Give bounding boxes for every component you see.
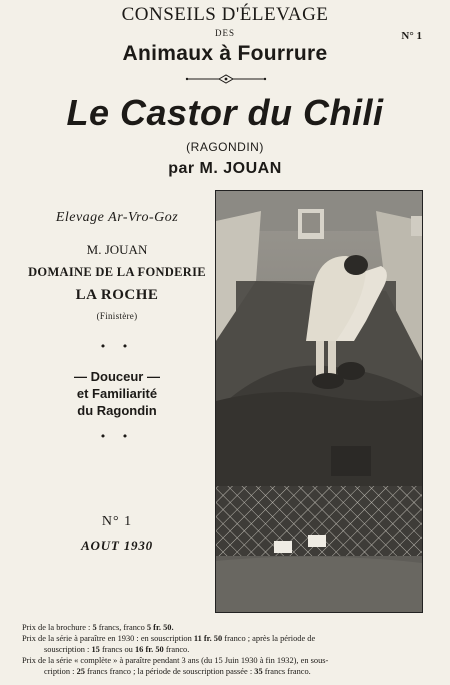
price-notice <box>22 622 432 677</box>
motto <box>14 368 220 419</box>
issue-date: AOUT 1930 <box>81 538 153 553</box>
dots-ornament: • • <box>99 340 135 353</box>
ornament-divider <box>185 74 267 84</box>
issue-number: N° 1 <box>101 514 133 529</box>
cover-photo <box>215 190 423 613</box>
farm-name: Elevage Ar-Vro-Goz <box>55 210 179 225</box>
motto-line: — Douceur — <box>74 369 160 384</box>
locality: LA ROCHE <box>75 287 159 303</box>
author-line: par M. JOUAN <box>168 160 282 177</box>
main-title: Le Castor du Chili <box>66 92 384 133</box>
price-line: cription : 25 francs franco ; la période de souscription passée : 35 francs franco. <box>44 667 311 676</box>
owner-name: M. JOUAN <box>86 242 148 257</box>
dots-ornament: • • <box>99 430 135 443</box>
price-line: Prix de la série « complète » à paraître pendant 3 ans (du 15 Juin 1930 à fin 1932), en sous- <box>22 656 329 665</box>
price-line: Prix de la série à paraître en 1930 : en souscription 11 fr. 50 franco ; après la période de <box>22 634 316 643</box>
issue-number-top: N° 1 <box>401 30 422 42</box>
price-line: souscription : 15 francs ou 16 fr. 50 franco. <box>44 645 190 654</box>
domain-name: DOMAINE DE LA FONDERIE <box>28 265 206 279</box>
department: (Finistère) <box>96 311 138 321</box>
price-line: Prix de la brochure : 5 francs, franco 5 fr. 50. <box>22 623 174 632</box>
motto-line: du Ragondin <box>77 403 157 418</box>
series-title: CONSEILS D'ÉLEVAGE <box>121 4 329 25</box>
series-connector: DES <box>214 28 235 38</box>
motto-line: et Familiarité <box>76 386 158 401</box>
series-subject: Animaux à Fourrure <box>122 42 328 65</box>
subtitle: (RAGONDIN) <box>186 140 264 154</box>
